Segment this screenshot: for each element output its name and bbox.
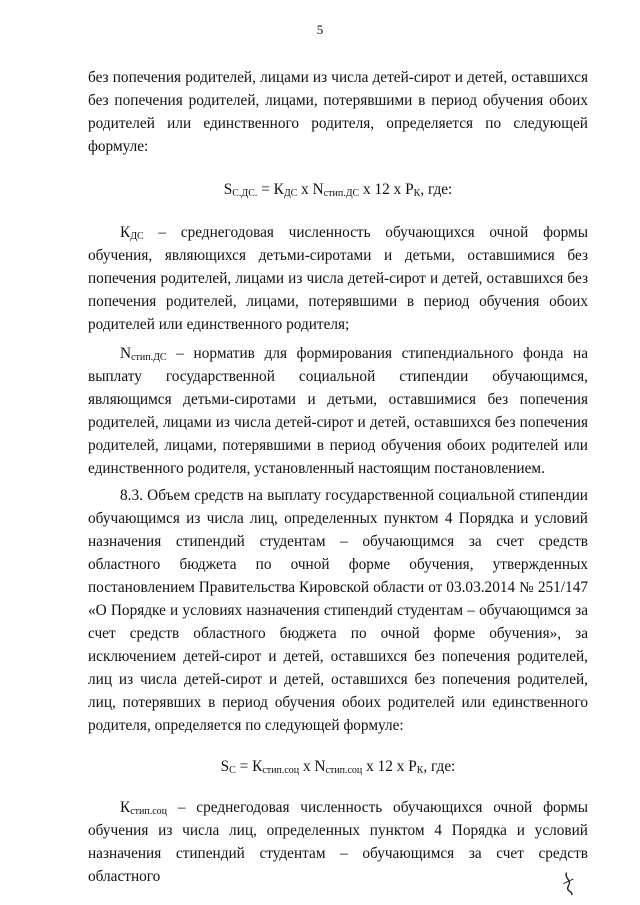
formula-sds-s: S (223, 181, 233, 198)
page-number: 5 (316, 22, 324, 37)
term-n-stip-ds-sub: стип.ДС (131, 352, 167, 363)
formula-sds-x1: x (297, 181, 313, 198)
formula-sds-n: N (312, 181, 324, 198)
formula-sc-x1: x (299, 758, 315, 775)
formula-sds-eq: = (257, 181, 274, 198)
formula-sc-n: N (314, 758, 326, 775)
formula-sc (88, 755, 588, 778)
paragraph-8-3: 8.3. Объем средств на выплату государственной социальной стипендии обучающимся из числа лиц, определенных пунктом 4 Порядка и условий назначения стипендий студентам – обучающимся за счет средств областного бюджета по очной форме обучения, утвержденных постановлением Правительства Кировской области от 03.03.2014 № 251/147 «О Порядке и условиях назначения стипендий студентам – обучающимся за счет средств областного бюджета по очной форме обучения», за исключением детей-сирот и детей, оставшихся без попечения родителей, лиц из числа детей-сирот и детей, оставшихся без попечения родителей, лиц, потерявших в период обучения обоих родителей или единственного родителя, определяется по следующей формуле: (88, 487, 588, 734)
formula-sds-p-sub: К (413, 188, 421, 199)
formula-sds-x2: x 12 x (359, 181, 406, 198)
formula-sc-k: К (252, 758, 263, 775)
formula-sc-p: Р (408, 758, 417, 775)
definition-k-stip-soc-text: – среднегодовая численность обучающихся очной формы обучения из числа лиц, определенных пунктом 4 Порядка и условий назначения стипендий студентам – обучающимся за счет средств областного (88, 799, 589, 885)
formula-sds-tail: , где: (420, 181, 453, 198)
definition-n-stip-ds-text: – норматив для формирования стипендиального фонда на выплату государственной социальной стипендии обучающимся, являющимся детьми-сиротами и детьми, оставшимися без попечения родителей, лицами из числа детей-сирот и детей, оставшихся без попечения родителей, лицами, потерявшими в период обучения обоих родителей или единственного родителя, установленный настоящим постановлением. (88, 345, 589, 477)
formula-sc-tail: , где: (423, 758, 456, 775)
formula-sds-s-sub: С.ДС. (232, 188, 258, 199)
formula-sds (88, 178, 588, 201)
formula-sds-n-sub: стип.ДС (323, 188, 360, 199)
formula-sc-p-sub: К (416, 765, 424, 776)
formula-sds-p: P (405, 181, 414, 198)
formula-sc-k-sub: стип.соц (262, 765, 300, 776)
formula-sds-k: К (273, 181, 284, 198)
term-k-ds-sub: ДС (130, 231, 144, 242)
definition-k-stip-soc (88, 796, 588, 888)
definition-n-stip-ds (88, 342, 588, 480)
formula-sc-n-sub: стип.соц (325, 765, 363, 776)
formula-sc-s-sub: С (229, 765, 236, 776)
definition-k-ds (88, 221, 588, 336)
formula-sds-k-sub: ДС (283, 188, 298, 199)
term-k-stip-soc: К (120, 799, 131, 816)
term-k-stip-soc-sub: стип.соц (130, 806, 168, 817)
definition-k-ds-text: – среднегодовая численность обучающихся очной формы обучения, являющихся детьми-сиротами и детьми, оставшимися без попечения родителей, лицами из числа детей-сирот и детей, оставшихся без попечения родителей, лицами, потерявшими в период обучения обоих родителей или единственного родителя; (88, 224, 589, 333)
formula-sc-s: S (220, 758, 230, 775)
formula-sc-eq: = (235, 758, 253, 775)
paragraph-intro: без попечения родителей, лицами из числа детей-сирот и детей, оставшихся без попечения родителей, лицами, потерявшими в период обучения обоих родителей или единственного родителя, определяется по следующей формуле: (88, 69, 588, 155)
formula-sc-x2: x 12 x (362, 758, 409, 775)
term-n-stip-ds: N (120, 345, 132, 362)
term-k-ds: К (120, 224, 131, 241)
document-body (88, 66, 588, 888)
